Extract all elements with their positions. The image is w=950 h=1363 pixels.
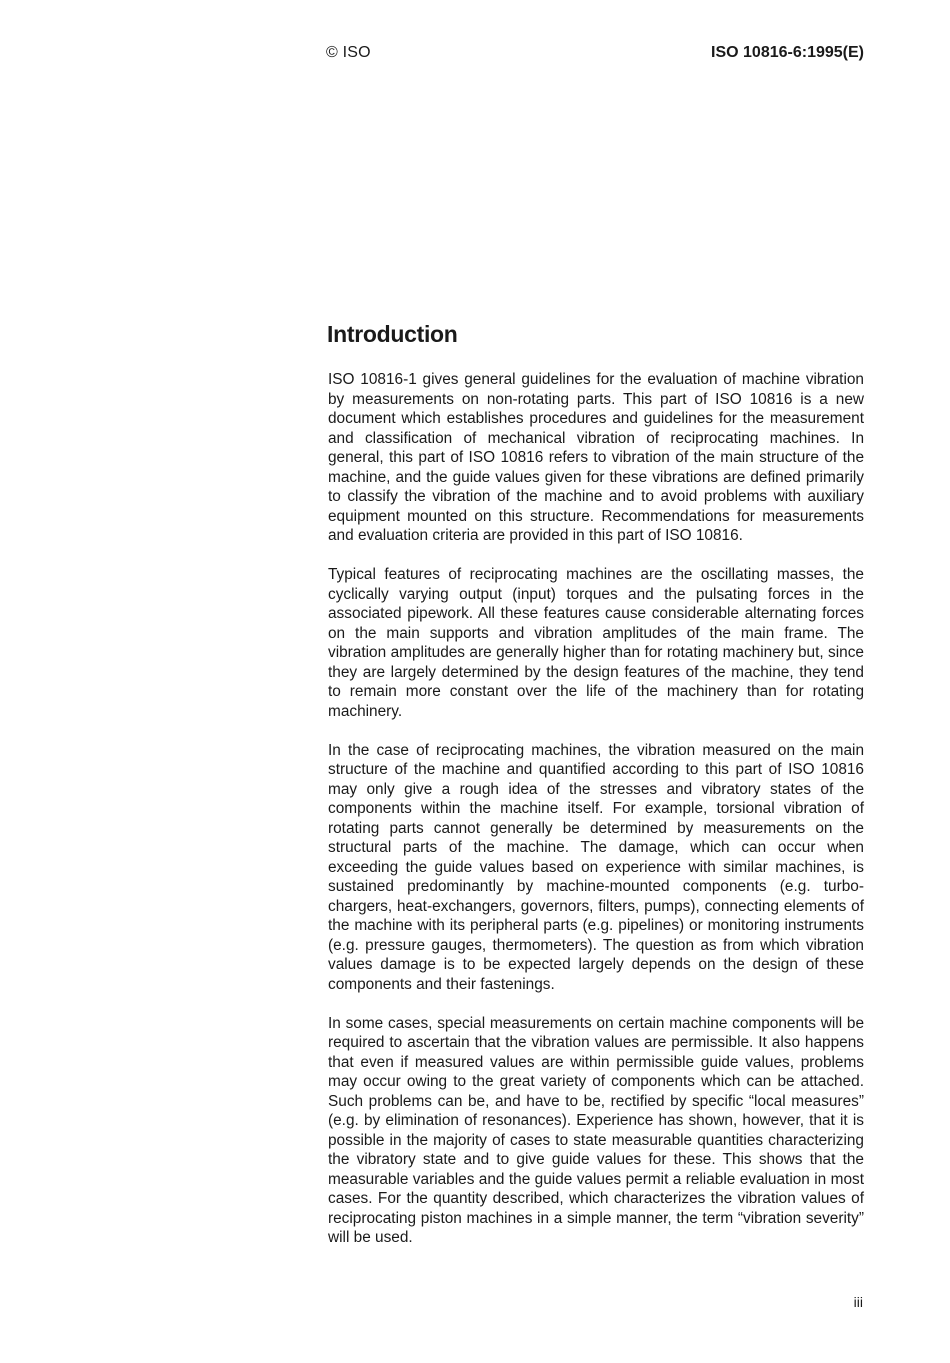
page-number: iii	[853, 1294, 863, 1310]
paragraph-4: In some cases, special measurements on certain machine components will be required to ascertain that the vibration values are permissible. It also happens that even if measured values are within permissible guide values, problems may occur owing to the great variety of components which can be attached. Such problems can be, and have to be, rectified by specific “local measures” (e.g. by elimination of resonances). Experience has shown, however, that it is possible in the majority of cases to state measurable quantities characterizing the vibratory state and to give guide values for these. This shows that the measurable variables and the guide values permit a reliable evaluation in most cases. For the quantity described, which characterizes the vibration values of reciprocating piston machines in a simple manner, the term “vibration severity” will be used.	[328, 1014, 864, 1246]
header-copyright: © ISO	[326, 44, 371, 61]
paragraph-1: ISO 10816-1 gives general guidelines for the evaluation of machine vibration by measurements on non-rotating parts. This part of ISO 10816 is a new document which establishes procedures and guidelines for the measurement and classification of mechanical vibration of reciprocating machines. In general, this part of ISO 10816 refers to vibration of the main structure of the machine, and the guide values given for these vibrations are defined primarily to classify the vibration of the machine and to avoid problems with auxiliary equipment mounted on this structure. Recommendations for measurements and evaluation criteria are provided in this part of ISO 10816.	[328, 371, 864, 544]
section-title: Introduction	[327, 321, 458, 347]
header-standard-number: ISO 10816-6:1995(E)	[711, 44, 864, 61]
paragraph-3: In the case of reciprocating machines, the vibration measured on the main structure of the machine and quantified according to this part of ISO 10816 may only give a rough idea of the stresses and vibratory states of the components within the machine itself. For example, torsional vibration of rotating parts cannot generally be determined by measurements on the structural parts of the machine. The damage, which can occur when exceeding the guide values based on experience with similar machines, is sustained predominantly by machine-mounted components (e.g. turbo-chargers, heat-exchangers, governors, filters, pumps), connecting elements of the machine with its peripheral parts (e.g. pipelines) or monitoring instruments (e.g. pressure gauges, thermometers). The question as from which vibration values damage is to be expected largely depends on the design of these components and their fastenings.	[328, 741, 864, 993]
introduction-body	[328, 370, 864, 1267]
paragraph-2: Typical features of reciprocating machines are the oscillating masses, the cyclically varying output (input) torques and the pulsating forces in the associated pipework. All these features cause considerable alternating forces on the main supports and vibration amplitudes of the main frame. The vibration amplitudes are generally higher than for rotating machinery but, since they are largely determined by the design features of the machine, they tend to remain more constant over the life of the machinery than for rotating machinery.	[328, 566, 864, 720]
